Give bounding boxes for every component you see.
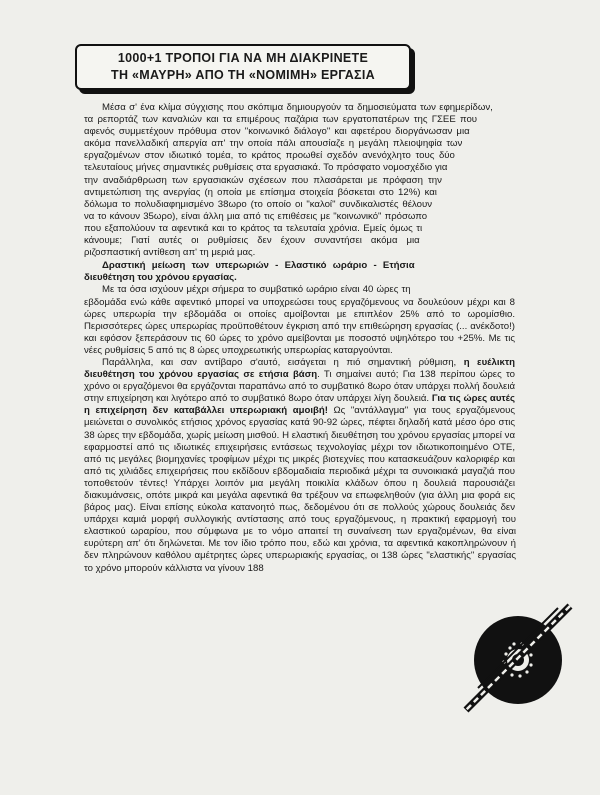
title-box (75, 44, 411, 90)
article-body (84, 102, 516, 575)
stopwatch-strike-icon (458, 598, 578, 718)
title-line-2: ΤΗ «ΜΑΥΡΗ» ΑΠΟ ΤΗ «ΝΟΜΙΜΗ» ΕΡΓΑΣΙΑ (111, 68, 375, 82)
paragraph-intro: Μέσα σ' ένα κλίμα σύγχισης που σκόπιμα δημιουργούν τα δημοσιεύματα των εφημερίδων, τα ρεπορτάζ των καναλιών και τα επιμέρους παζάρια των εργατοπατέρων της ΓΣΕΕ που αφενός συμμετέχουν πρόθυμα στον "κοινωνικό διάλογο" και αφετέρου διοργάνωσαν μια ακόμα πανελλαδική απεργία απ' την οποία πάλι απουσίαζε η μεγάλη πλειοψηφία των εργαζομένων στον ιδιωτικό τομέα, το κράτος προωθεί σχεδόν ανενόχλητο τους δύο τελευταίους μήνες σημαντικές ρυθμίσεις στα εργασιακά. Το πρόσφατο νομοσχέδιο για την αναδιάρθρωση των εργασιακών σχέσεων που πλασάρεται με πρόφαση την αντιμετώπιση της ανεργίας (η οποία με επίσημα στοιχεία βόσκεται στο 12%) και δόλωμα το πολυδιαφημισμένο 38ωρο (το οποίο οι "καλοί" συνδικαλιστές θέλουν να το κάνουν 35ωρο), είναι άλλη μια από τις επιθέσεις με "κοινωνικό" πρόσωπο που εξαπολύουν τα αφεντικά και το κράτος τα τελευταία χρόνια. Εμείς όμως τι κάνουμε; Γιατί αυτές οι ρυθμίσεις δεν έχουν συναντήσει ακόμα μια ριζοσπαστική αντίθεση απ' τη μεριά μας. (84, 102, 493, 259)
title-line-1: 1000+1 ΤΡΟΠΟΙ ΓΙΑ ΝΑ ΜΗ ΔΙΑΚΡΙΝΕΤΕ (117, 51, 369, 65)
bold-run: Για τις ώρες αυτές η επιχείρηση δεν καταβάλλει υπερωριακή αμοιβή! (84, 393, 515, 417)
text-run: Παράλληλα, και σαν αντίβαρο σ'αυτό, εισάγεται η πιό σημαντική ρύθμιση, (102, 356, 464, 368)
bold-run: η ευέλικτη διευθέτηση του χρόνου εργασίας σε ετήσια βάση (84, 356, 516, 381)
text-run: Ως "αντάλλαγμα" για τους εργαζόμενους μειώνεται ο συνολικός ετήσιος χρόνος εργασίας κατά 90-92 ώρες, πέφτει δηλαδή κατά μέσο όρο στις 38 ώρες την εβδομάδα, χωρίς μείωση μισθού. Η ελαστική διευθέτηση του χρόνου εργασίας μπορεί να εφαρμοστεί από τις ιδιωτικές επιχειρήσεις εντάσεως τεχνολογίας μέχρι τον ιδιωτικοποιημένο ΟΤΕ, από τις μεγάλες βιομηχανίες τροφίμων μέχρι τις μικρές βιοτεχνίες που κατασκευάζουν καλοριφέρ και από τις χιλιάδες επιχειρήσεις που εκδίδουν εβδομαδιαία περιοδικά μέχρι τα συνοικιακά μαγαζιά που τοποθετούν τέντες! Υπάρχει λοιπόν μια μεγάλη ποικιλία κλάδων όπου η δουλειά παρουσιάζει διακυμάνσεις, οπότε μικρά και μεγάλα αφεντικά θα τρέξουν να επωφεληθούν (για άλλη μια φορά εις βάρος μας). Είναι επίσης εύκολα κατανοητό πως, δεδομένου ότι σε πολλούς χώρους δουλειάς δεν υπάρχει καμιά μορφή συλλογικής αντίστασης από τους εργαζόμενους, η πρακτική εφαρμογή του ελαστικού ωραρίου, που σύμφωνα με το νόμο απαιτεί τη συναίνεση των εργαζομένων, θα είναι ευρύτερη απ' ότι δηλώνεται. Με τον ίδιο τρόπο που, εδώ και χρόνια, τα αφεντικά κακοπληρώνουν ή δεν πληρώνουν καθόλου αμέτρητες ώρες υπερωριακής εργασίας, οι 138 ώρες "ελαστικής" εργασίας το χρόνο μπορούν κάλλιστα να γίνουν 188 (84, 405, 516, 574)
paragraph-overtime: Με τα όσα ισχύουν μέχρι σήμερα το συμβατικό ωράριο είναι 40 ώρες τη εβδομάδα ενώ κάθε αφεντικό μπορεί να υποχρεώσει τους εργαζόμενους να δουλεύουν μέχρι και 8 ώρες υπερωρία την εβδομάδα οι οποίες αμοίβονται με επιπλέον 25% από το ωρομίσθιο. Περισσότερες ώρες υπερωρίας προϋποθέτουν έγκριση από την επιθεώρηση εργασίας (... ανέκδοτο!) και εφόσον ξεπεράσουν τις 60 ώρες το χρόνο αμείβονται με ποσοστό υψηλότερο του +25%. Με τις νέες ρυθμίσεις 5 από τις 8 ώρες υποχρεωτικής υπερωρίας καταργούνται. (84, 284, 515, 356)
text-run: . Τι σημαίνει αυτό; Για 138 περίπου ώρες το χρόνο οι εργαζόμενοι θα εργάζονται παραπάνω από το συμβατικό 8ωρο όταν υπάρχει πολλή δουλειά στην επιχείρηση και λιγότερο από το συμβατικό 8ωρο όταν υπάρχει λίγη δουλειά. (84, 369, 515, 405)
paragraph-flexible-hours (84, 357, 516, 575)
section-heading: Δραστική μείωση των υπερωριών - Ελαστικό ωράριο - Ετήσια διευθέτηση του χρόνου εργασίας. (84, 260, 415, 284)
